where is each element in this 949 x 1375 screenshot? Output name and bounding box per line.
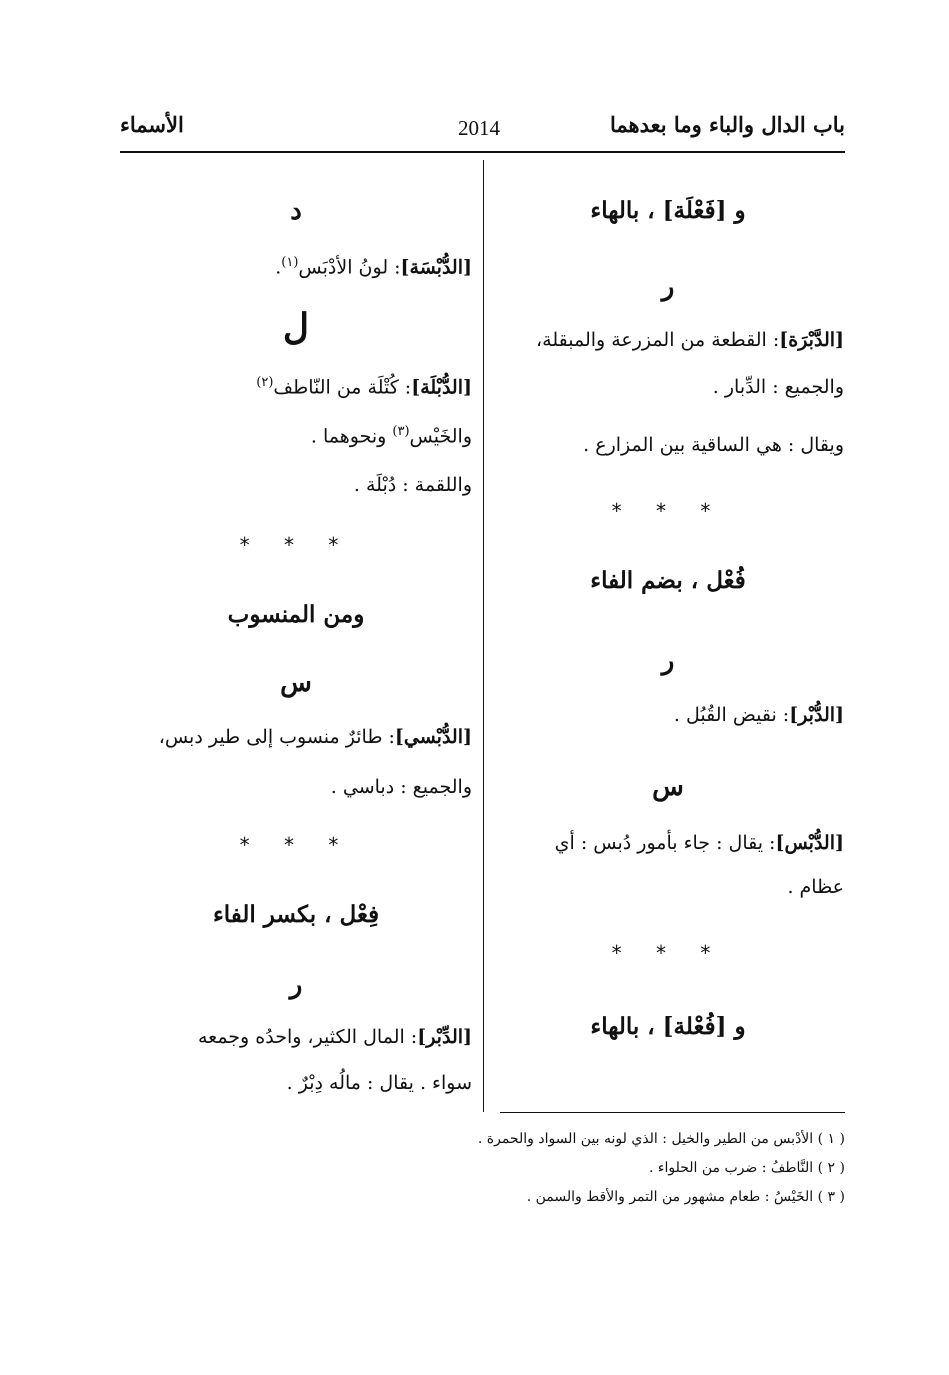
footnote-ref: (٣) (392, 424, 410, 439)
pattern-heading: و [فَعْلَة] ، بالهاء (590, 197, 746, 224)
entry-line: سواء . يقال : مالُه دِبْرٌ . (286, 1072, 472, 1094)
letter-heading: ر (289, 970, 303, 1000)
entry-term: [الدِّبْر] (417, 1026, 472, 1048)
footnote: ( ٢ ) النَّاطفُ : ضرب من الحلواء . (649, 1160, 845, 1176)
right-column (492, 160, 844, 1110)
column-divider (483, 160, 484, 1112)
entry-text: ونحوهما . (310, 425, 387, 448)
letter-heading: ر (661, 646, 675, 676)
entry-line (120, 722, 472, 752)
letter-heading: ل (282, 306, 310, 348)
entry-line (492, 828, 844, 858)
page-header (120, 112, 845, 152)
header-rule (120, 151, 845, 153)
entry-text: والخَيْس (409, 425, 472, 448)
letter-heading: س (280, 668, 312, 698)
entry-text: : لونُ الأدْبَس (298, 256, 401, 279)
pattern-heading: فِعْل ، بكسر الفاء (212, 901, 380, 928)
entry-line (120, 248, 472, 282)
footnote-ref: (٢) (256, 375, 274, 390)
chapter-title: باب الدال والباء وما بعدهما (610, 112, 845, 137)
entry-line: عظام . (787, 876, 844, 898)
separator-stars: * * * (611, 941, 725, 965)
footnote: ( ٣ ) الخَيْسُ : طعام مشهور من التمر والأقط والسمن . (526, 1189, 845, 1205)
entry-end: . (275, 256, 282, 279)
separator-stars: * * * (611, 499, 725, 523)
pattern-heading: و [فُعْلة] ، بالهاء (590, 1013, 746, 1040)
left-column (120, 160, 472, 1110)
entry-line (492, 700, 844, 730)
entry-text: : المال الكثير، واحدُه وجمعه (197, 1026, 418, 1048)
entry-line (492, 325, 844, 355)
entry-text: : كُتْلَة من النّاطف (273, 376, 412, 399)
entry-line: والجميع : دباسي . (330, 776, 472, 798)
section-heading: ومن المنسوب (227, 601, 365, 628)
entry-text: : يقال : جاء بأمور دُبس : أي (554, 832, 776, 854)
entry-line: والجميع : الدِّبار . (712, 376, 844, 398)
entry-term: [الدُّبْلَة] (411, 376, 472, 399)
entry-term: [الدُّبْسَة] (400, 256, 472, 279)
entry-term: [الدُّبْر] (789, 704, 844, 726)
pattern-heading: فُعْل ، بضم الفاء (590, 567, 746, 594)
entry-term: [الدُّبْسي] (394, 726, 472, 748)
footnotes (400, 1125, 845, 1212)
entry-line (120, 417, 472, 451)
footnote-ref: (١) (281, 255, 299, 270)
footnote: ( ١ ) الأدْبس من الطير والخيل : الذي لونه بين السواد والحمرة . (477, 1131, 845, 1147)
separator-stars: * * * (239, 533, 353, 557)
letter-heading: ر (661, 272, 675, 302)
entry-text: : طائرٌ منسوب إلى طير دبس، (158, 726, 395, 748)
entry-text: : نقيض القُبُل . (673, 704, 790, 726)
separator-stars: * * * (239, 833, 353, 857)
footnote-rule (500, 1112, 845, 1113)
entry-term: [الدَّبْرَة] (779, 329, 844, 351)
letter-heading: س (652, 772, 684, 802)
entry-line: ويقال : هي الساقية بين المزارع . (583, 434, 844, 456)
entry-line (120, 1022, 472, 1052)
entry-term: [الدُّبْس] (775, 832, 844, 854)
page-number: 2014 (458, 116, 500, 140)
letter-heading: د (290, 196, 302, 226)
entry-line: واللقمة : دُبْلَة . (353, 474, 472, 496)
entry-text: : القطعة من المزرعة والمبقلة، (536, 329, 780, 351)
entry-line (120, 368, 472, 402)
section-title: الأسماء (120, 112, 184, 137)
